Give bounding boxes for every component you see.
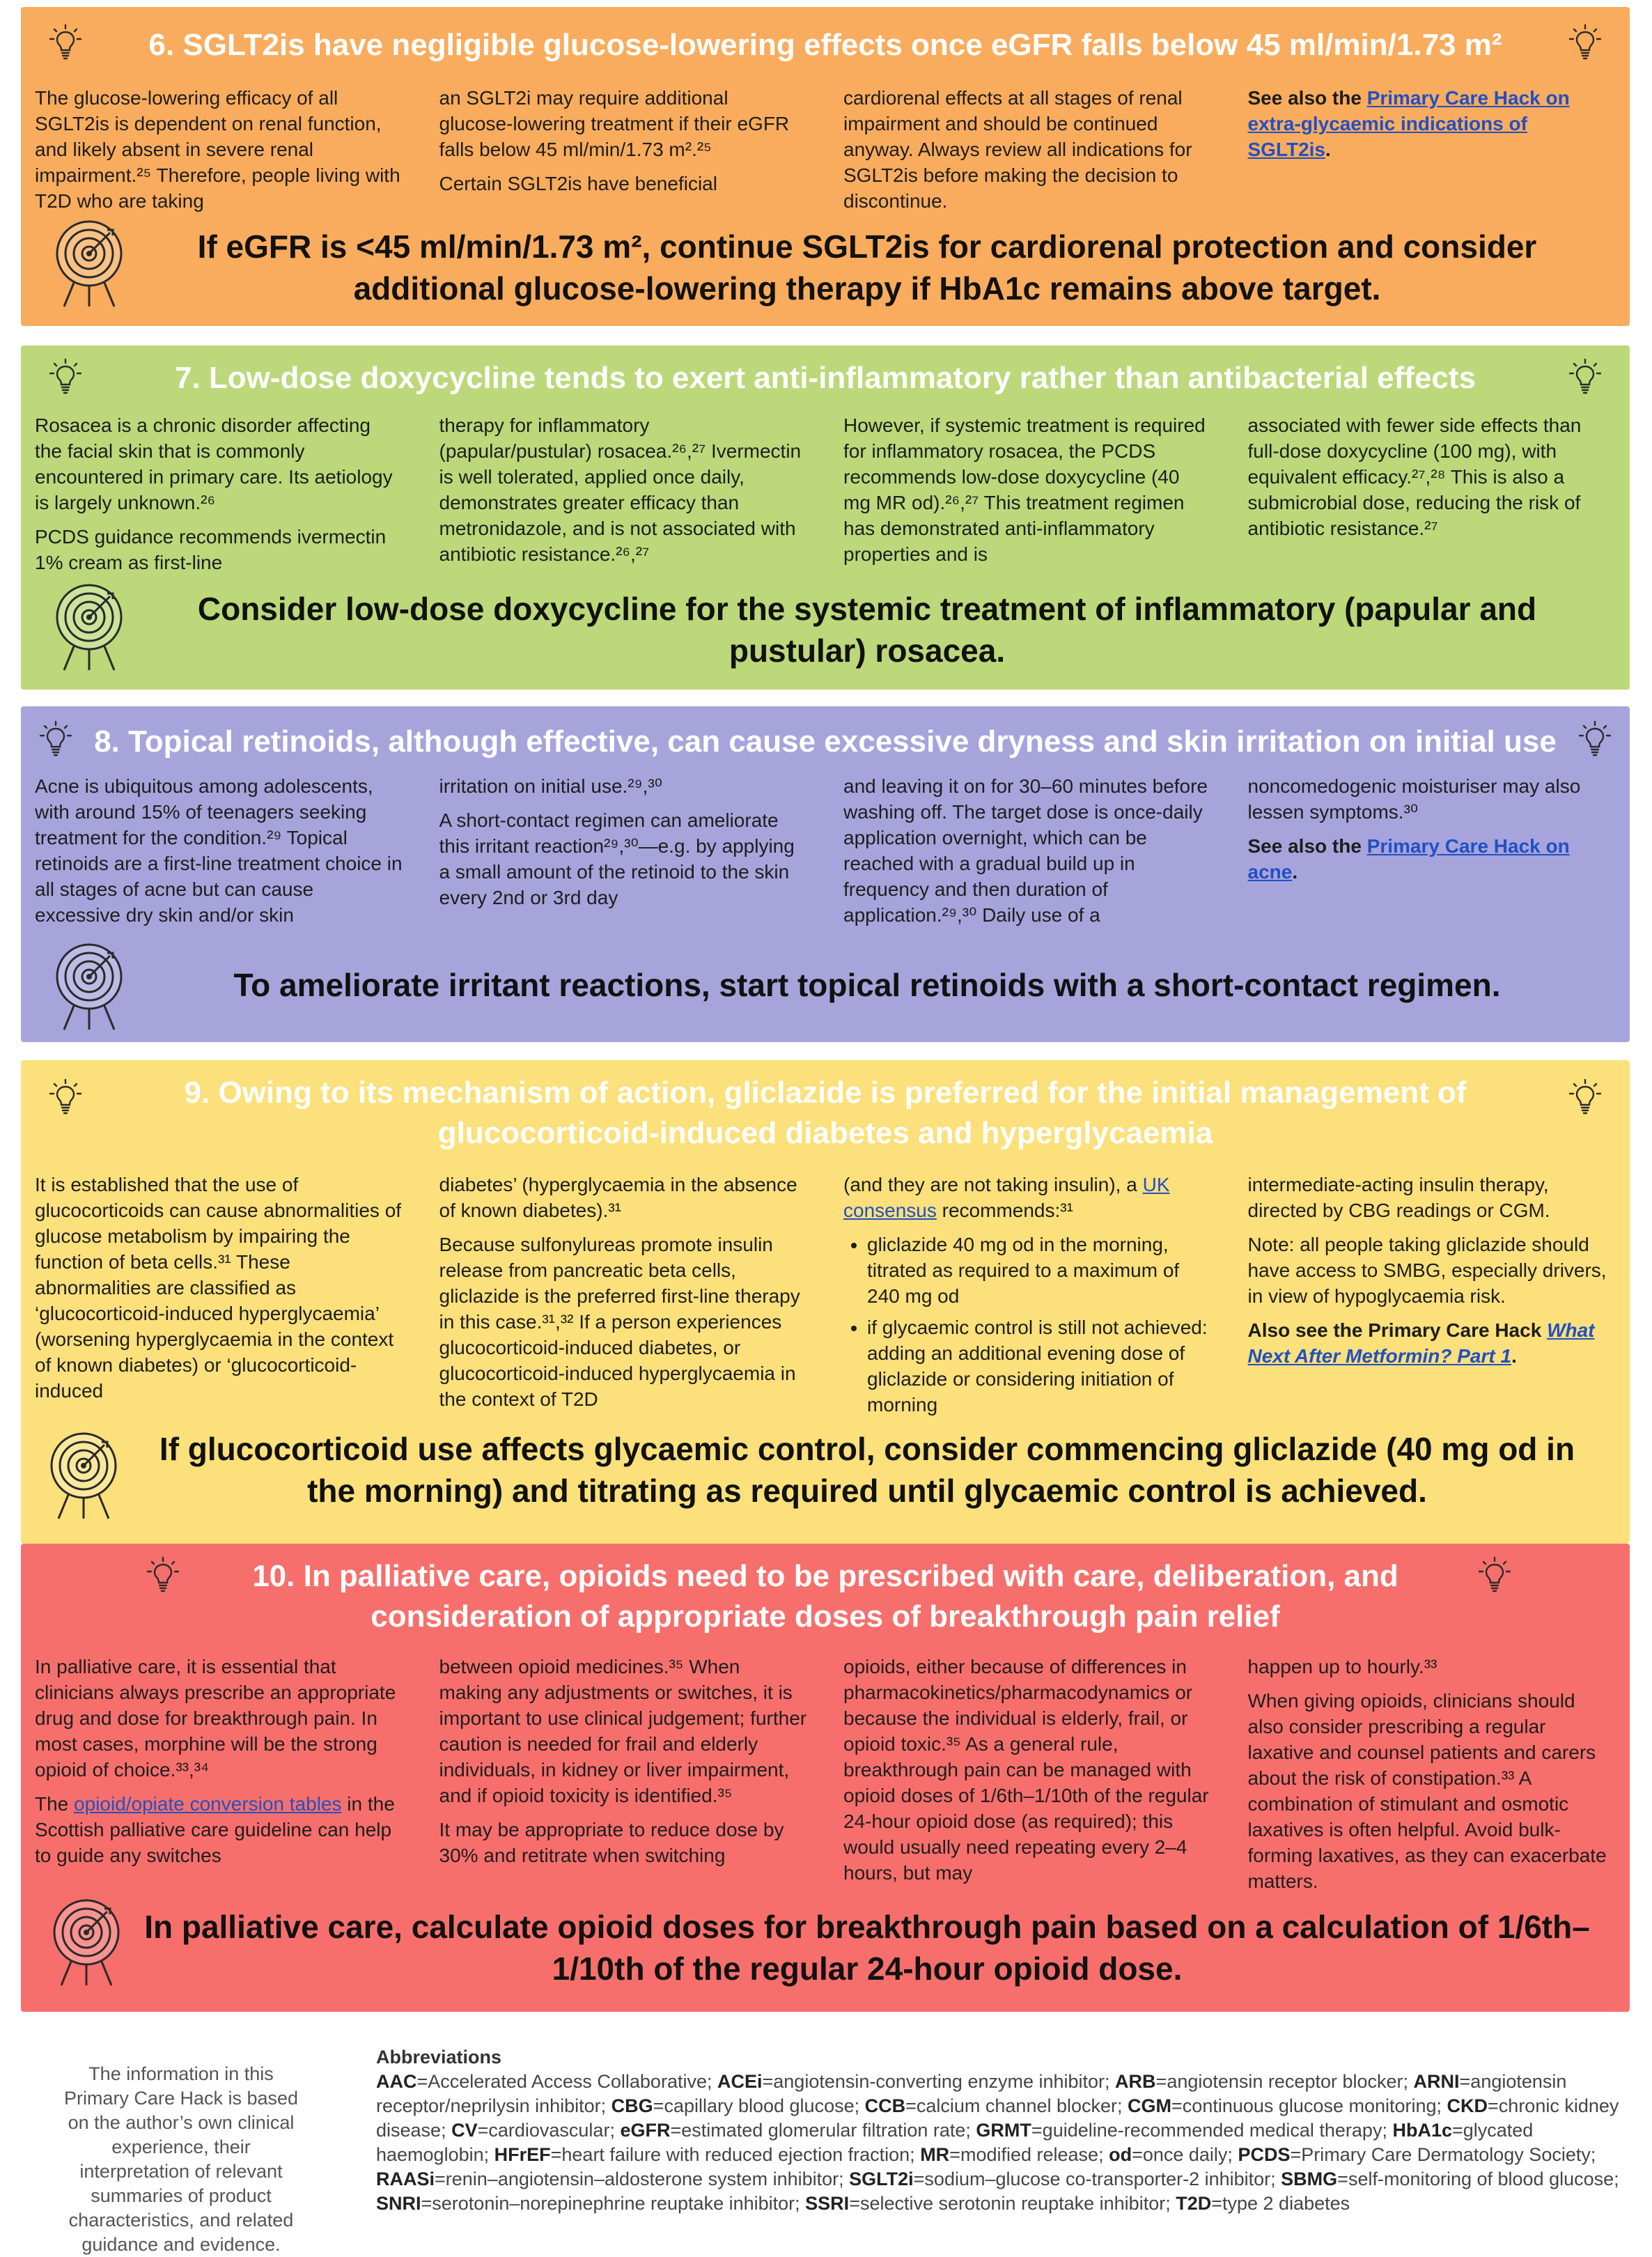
section-7: [21, 346, 1630, 690]
section-6: [21, 7, 1630, 326]
text-column: irritation on initial use.²⁹,³⁰ A short-contact regimen can ameliorate this irritant reaction²⁹,³⁰—e.g. by applying a small amount of the retinoid to the skin every 2nd or 3rd day: [439, 775, 795, 908]
primary-care-hack-link[interactable]: What Next After Metformin? Part 1: [1247, 1319, 1595, 1367]
text-column: opioids, either because of differences in pharmacokinetics/pharmacodynamics or because the individual is elderly, frail, or opioid toxic.³⁵ As a general rule, breakthrough pain can be managed with opioid doses of 1/6th–1/10th of the regular 24-hour opioid dose (as required); this would usually need repeating every 2–4 hours, but may: [843, 1656, 1209, 1884]
key-message: Consider low-dose doxycycline for the systemic treatment of inflammatory (papular and pustular) rosacea.: [197, 591, 1537, 669]
list-item: • if glycaemic control is still not achieved: adding an additional evening dose of gliclazide or considering initiation of morning: [867, 1314, 1212, 1418]
lightbulb-icon: [1568, 358, 1602, 397]
disclaimer: The information in this Primary Care Hack is based on the author’s own clinical experience, their interpretation of relevant summaries of product characteristics, and related guidance and evidence.: [63, 2063, 299, 2255]
abbreviation-definition: =chronic kidney disease;: [376, 2095, 1619, 2141]
abbreviation-definition: =self-monitoring of blood glucose;: [1337, 2169, 1619, 2189]
lightbulb-icon: [49, 358, 82, 397]
abbreviation-definition: =selective serotonin reuptake inhibitor;: [849, 2193, 1176, 2214]
abbreviation-term: RAASi: [376, 2169, 435, 2189]
see-also: See also the Primary Care Hack on acne.: [1247, 835, 1570, 883]
text-column: (and they are not taking insulin), a UK consensus recommends:³¹ • gliclazide 40 mg od in the morning, titrated as required to a maximum of 240 mg od • if glycaemic control is still not achieved: adding an additional evening dose of gliclazide or considering initiation of morning: [843, 1172, 1212, 1423]
conversion-tables-link[interactable]: opioid/opiate conversion tables: [74, 1793, 342, 1815]
lightbulb-icon: [1578, 720, 1612, 759]
abbreviation-definition: =serotonin–norepinephrine reuptake inhibitor;: [421, 2193, 806, 2214]
text-column: happen up to hourly.³³ When giving opioids, clinicians should also consider prescribing a regular laxative and counsel patients and carers about the risk of constipation.³³ A combination of stimulant and osmotic laxatives is often helpful. Avoid bulk-forming laxatives, as they can exacerbate matters.: [1247, 1656, 1607, 1892]
text-column: It is established that the use of glucocorticoids can cause abnormalities of glucose metabolism by impairing the function of beta cells.³¹ These abnormalities are classified as ‘glucocorticoid-induced hyperglycaemia’ (worsening hyperglycaemia in the context of known diabetes) or ‘glucocorticoid-induced: [35, 1174, 402, 1402]
text-column: associated with fewer side effects than full-dose doxycycline (100 mg), with equivalent efficacy.²⁷,²⁸ This is also a submicrobial dose, reducing the risk of antibiotic resistance.²⁷: [1247, 414, 1582, 539]
lightbulb-icon: [39, 720, 72, 759]
abbreviation-definition: =sodium–glucose co-transporter-2 inhibitor;: [913, 2169, 1281, 2189]
abbreviation-term: SNRI: [376, 2193, 421, 2214]
abbreviation-definition: =glycated haemoglobin;: [376, 2120, 1534, 2165]
target-icon: [47, 213, 131, 311]
target-icon: [45, 1892, 128, 1990]
abbreviation-definition: =Accelerated Access Collaborative;: [416, 2071, 717, 2092]
lightbulb-icon: [49, 1078, 82, 1117]
key-message: In palliative care, calculate opioid doses for breakthrough pain based on a calculation of 1/6th–1/10th of the regular 24-hour opioid dose.: [144, 1909, 1590, 1987]
abbreviations: [376, 2045, 1630, 2216]
section-title: 9. Owing to its mechanism of action, gliclazide is preferred for the initial management of glucocorticoid-induced diabetes and hyperglycaemia: [184, 1076, 1467, 1150]
abbreviation-definition: =cardiovascular;: [477, 2120, 621, 2141]
abbreviation-term: ARNI: [1413, 2071, 1460, 2092]
abbreviation-term: eGFR: [620, 2120, 671, 2141]
abbreviation-definition: =continuous glucose monitoring;: [1171, 2095, 1447, 2116]
abbreviation-definition: =angiotensin-converting enzyme inhibitor;: [762, 2071, 1116, 2092]
abbreviation-term: CKD: [1447, 2095, 1488, 2116]
abbreviation-definition: =modified release;: [949, 2144, 1109, 2165]
section-8: [21, 706, 1630, 1042]
abbreviations-list: [376, 2070, 1630, 2216]
recommendation-list: [843, 1232, 1212, 1418]
abbreviation-term: CGM: [1128, 2095, 1172, 2116]
abbreviation-term: HFrEF: [494, 2144, 551, 2165]
abbreviation-definition: =type 2 diabetes: [1211, 2193, 1350, 2214]
abbreviation-term: T2D: [1176, 2193, 1212, 2214]
see-also: See also the Primary Care Hack on extra-glycaemic indications of SGLT2is.: [1247, 87, 1570, 160]
text-column: therapy for inflammatory (papular/pustular) rosacea.²⁶,²⁷ Ivermectin is well tolerated, applied once daily, demonstrates greater efficacy than metronidazole, and is not associated with antibiotic resistance.²⁶,²⁷: [439, 414, 802, 565]
text-column: In palliative care, it is essential that clinicians always prescribe an appropriate drug and dose for breakthrough pain. In most cases, morphine will be the strong opioid of choice.³³,³⁴ The opioid/opiate conversion tables in the Scottish palliative care guideline can help to guide any switches: [35, 1656, 396, 1866]
section-10: [21, 1544, 1630, 2012]
abbreviation-term: CCB: [864, 2095, 906, 2116]
text-column: The glucose-lowering efficacy of all SGLT2is is dependent on renal function, and likely absent in severe renal impairment.²⁵ Therefore, people living with T2D who are taking: [35, 87, 400, 212]
text-column: diabetes’ (hyperglycaemia in the absence of known diabetes).³¹ Because sulfonylureas promote insulin release from pancreatic beta cells, gliclazide is the preferred first-line therapy in this case.³¹,³² If a person experiences glucocorticoid-induced diabetes, or glucocorticoid-induced hyperglycaemia in the context of T2D: [439, 1174, 800, 1410]
see-also: Also see the Primary Care Hack What Next After Metformin? Part 1.: [1247, 1319, 1595, 1367]
abbreviation-definition: =angiotensin receptor/neprilysin inhibitor;: [376, 2071, 1567, 2116]
abbreviation-term: AAC: [376, 2071, 417, 2092]
abbreviation-term: ACEi: [717, 2071, 763, 2092]
uk-consensus-link[interactable]: UK consensus: [843, 1174, 1170, 1221]
section-title: 8. Topical retinoids, although effective, can cause excessive dryness and skin irritation on initial use: [94, 724, 1557, 759]
text-column: However, if systemic treatment is required for inflammatory rosacea, the PCDS recommends low-dose doxycycline (40 mg MR od).²⁶,²⁷ This treatment regimen has demonstrated anti-inflammatory properties and is: [843, 414, 1206, 565]
lightbulb-icon: [146, 1556, 180, 1595]
list-item: • gliclazide 40 mg od in the morning, titrated as required to a maximum of 240 mg od: [867, 1232, 1212, 1309]
abbreviation-definition: =heart failure with reduced ejection fraction;: [550, 2144, 921, 2165]
abbreviation-definition: =estimated glomerular filtration rate;: [670, 2120, 976, 2141]
abbreviation-definition: =renin–angiotensin–aldosterone system inhibitor;: [435, 2169, 850, 2189]
abbreviation-term: CV: [451, 2120, 478, 2141]
lightbulb-icon: [1478, 1556, 1511, 1595]
key-message: To ameliorate irritant reactions, start topical retinoids with a short-contact regimen.: [233, 967, 1501, 1003]
text-column: Acne is ubiquitous among adolescents, with around 15% of teenagers seeking treatment for the condition.²⁹ Topical retinoids are a first-line treatment choice in all stages of acne but can cause excessive dry skin and/or skin: [35, 775, 403, 926]
abbreviation-term: GRMT: [976, 2120, 1031, 2141]
abbreviation-definition: =guideline-recommended medical therapy;: [1031, 2120, 1393, 2141]
abbreviation-definition: =angiotensin receptor blocker;: [1155, 2071, 1414, 2092]
text-column: noncomedogenic moisturiser may also lessen symptoms.³⁰ See also the Primary Care Hack on acne.: [1248, 773, 1616, 936]
target-icon: [47, 577, 131, 674]
abbreviation-term: SBMG: [1281, 2169, 1338, 2189]
text-column: intermediate-acting insulin therapy, directed by CBG readings or CGM. Note: all people taking gliclazide should have access to SMBG, especially drivers, in view of hypoglycaemia risk. Also see the Primary Care Hack What Next After Metformin? Part 1.: [1248, 1172, 1616, 1423]
lightbulb-icon: [1568, 24, 1602, 63]
abbreviation-term: MR: [920, 2144, 950, 2165]
abbreviations-title: Abbreviations: [376, 2047, 502, 2068]
abbreviation-definition: =Primary Care Dermatology Society;: [1290, 2144, 1596, 2165]
primary-care-hack-link[interactable]: Primary Care Hack on acne: [1247, 835, 1570, 883]
text-column: and leaving it on for 30–60 minutes before washing off. The target dose is once-daily application overnight, which can be reached with a gradual build up in frequency and then duration of application.²⁹,³⁰ Daily use of a: [843, 775, 1208, 926]
abbreviation-term: HbA1c: [1392, 2120, 1452, 2141]
abbreviation-definition: =calcium channel blocker;: [905, 2095, 1128, 2116]
key-message: If glucocorticoid use affects glycaemic control, consider commencing gliclazide (40 mg od in the morning) and titrating as required until glycaemic control is achieved.: [159, 1431, 1575, 1509]
abbreviation-term: PCDS: [1238, 2144, 1291, 2165]
text-column: between opioid medicines.³⁵ When making any adjustments or switches, it is important to use clinical judgement; further caution is needed for frail and elderly individuals, in kidney or liver impairment, and if opioid toxicity is identified.³⁵ It may be appropriate to reduce dose by 30% and retitrate when switching: [439, 1656, 807, 1866]
abbreviation-definition: =capillary blood glucose;: [653, 2095, 865, 2116]
primary-care-hack-link[interactable]: Primary Care Hack on extra-glycaemic indications of SGLT2is: [1247, 87, 1570, 160]
text-column: Rosacea is a chronic disorder affecting the facial skin that is commonly encountered in primary care. Its aetiology is largely unknown.²⁶ PCDS guidance recommends ivermectin 1% cream as first-line: [35, 414, 393, 573]
abbreviation-term: ARB: [1115, 2071, 1156, 2092]
abbreviation-term: CBG: [611, 2095, 653, 2116]
key-message: If eGFR is <45 ml/min/1.73 m², continue SGLT2is for cardiorenal protection and consider additional glucose-lowering therapy if HbA1c remains above target.: [197, 228, 1537, 307]
section-title: 6. SGLT2is have negligible glucose-lowering effects once eGFR falls below 45 ml/min/1.73 m²: [148, 28, 1502, 62]
abbreviation-term: SSRI: [805, 2193, 850, 2214]
target-icon: [47, 936, 131, 1034]
abbreviation-definition: =once daily;: [1132, 2144, 1238, 2165]
section-9: [21, 1060, 1630, 1544]
abbreviation-term: SGLT2i: [849, 2169, 914, 2189]
section-title: 7. Low-dose doxycycline tends to exert anti-inflammatory rather than antibacterial effects: [174, 361, 1476, 395]
lightbulb-icon: [1568, 1078, 1602, 1117]
target-icon: [42, 1425, 125, 1523]
text-column: cardiorenal effects at all stages of renal impairment and should be continued anyway. Always review all indications for SGLT2is before making the decision to discontinue.: [843, 87, 1192, 212]
lightbulb-icon: [49, 24, 82, 63]
section-title: 10. In palliative care, opioids need to be prescribed with care, deliberation, and consideration of appropriate doses of breakthrough pain relief: [252, 1559, 1398, 1634]
text-column: an SGLT2i may require additional glucose-lowering treatment if their eGFR falls below 45 ml/min/1.73 m².²⁵ Certain SGLT2is have beneficial: [439, 87, 790, 194]
abbreviation-term: od: [1109, 2144, 1132, 2165]
